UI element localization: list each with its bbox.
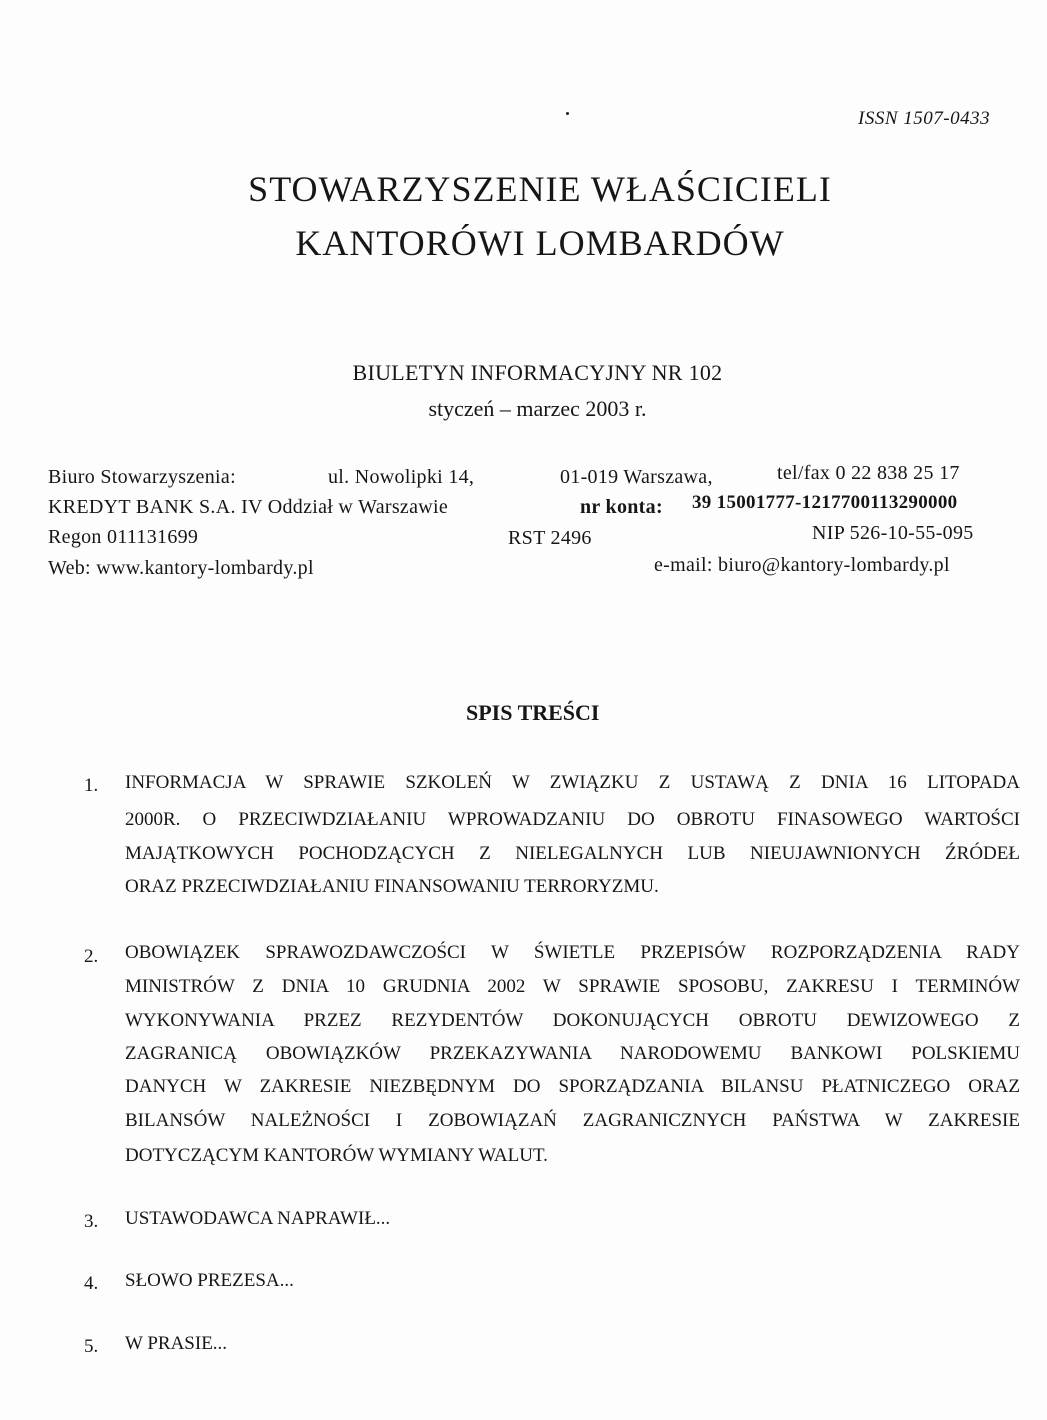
toc-item-4-number: 4. [84, 1273, 99, 1294]
email-address: e-mail: biuro@kantory-lombardy.pl [654, 554, 950, 576]
toc-item-1-line: ORAZ PRZECIWDZIAŁANIU FINANSOWANIU TERRORYZMU. [125, 876, 659, 897]
toc-item-5-number: 5. [84, 1336, 99, 1357]
toc-item-3-number: 3. [84, 1211, 99, 1232]
office-city: 01-019 Warszawa, [560, 466, 713, 488]
tel-fax: tel/fax 0 22 838 25 17 [777, 462, 960, 484]
account-label: nr konta: [580, 496, 663, 518]
toc-item-2-line: DOTYCZĄCYM KANTORÓW WYMIANY WALUT. [125, 1145, 548, 1166]
toc-item-2-line: OBOWIĄZEK SPRAWOZDAWCZOŚCI W ŚWIETLE PRZEPISÓW ROZPORZĄDZENIA RADY [125, 942, 1020, 963]
toc-item-1-number: 1. [84, 775, 99, 796]
bulletin-date: styczeń – marzec 2003 r. [428, 396, 647, 421]
rst-number: RST 2496 [508, 527, 592, 549]
toc-item-2-line: MINISTRÓW Z DNIA 10 GRUDNIA 2002 W SPRAWIE SPOSOBU, ZAKRESU I TERMINÓW [125, 976, 1020, 997]
office-label: Biuro Stowarzyszenia: [48, 466, 236, 488]
issn-number: ISSN 1507-0433 [858, 108, 991, 129]
organization-title-line2: KANTORÓWI LOMBARDÓW [295, 223, 785, 263]
office-street: ul. Nowolipki 14, [328, 466, 475, 488]
organization-title-line1: STOWARZYSZENIE WŁAŚCICIELI [248, 169, 832, 209]
scan-speck [566, 112, 569, 115]
toc-item-5-text: W PRASIE... [125, 1333, 228, 1354]
web-address: Web: www.kantory-lombardy.pl [48, 557, 314, 579]
toc-item-1-line: INFORMACJA W SPRAWIE SZKOLEŃ W ZWIĄZKU Z USTAWĄ Z DNIA 16 LITOPADA [125, 772, 1020, 793]
toc-item-1-line: 2000R. O PRZECIWDZIAŁANIU WPROWADZANIU DO OBROTU FINASOWEGO WARTOŚCI [125, 809, 1020, 830]
toc-item-2-number: 2. [84, 946, 99, 967]
toc-item-2-line: ZAGRANICĄ OBOWIĄZKÓW PRZEKAZYWANIA NARODOWEMU BANKOWI POLSKIEMU [125, 1043, 1020, 1064]
toc-item-3-text: USTAWODAWCA NAPRAWIŁ... [125, 1208, 391, 1229]
toc-item-1-line: MAJĄTKOWYCH POCHODZĄCYCH Z NIELEGALNYCH LUB NIEUJAWNIONYCH ŹRÓDEŁ [125, 843, 1020, 864]
toc-item-4-text: SŁOWO PREZESA... [125, 1270, 294, 1291]
account-number: 39 15001777-1217700113290000 [692, 492, 958, 513]
bulletin-title: BIULETYN INFORMACYJNY NR 102 [352, 360, 723, 385]
toc-item-2-line: WYKONYWANIA PRZEZ REZYDENTÓW DOKONUJĄCYCH OBROTU DEWIZOWEGO Z [125, 1010, 1020, 1031]
table-of-contents-title: SPIS TREŚCI [466, 700, 600, 725]
bank-name: KREDYT BANK S.A. IV Oddział w Warszawie [48, 496, 449, 518]
toc-item-2-line: BILANSÓW NALEŻNOŚCI I ZOBOWIĄZAŃ ZAGRANICZNYCH PAŃSTWA W ZAKRESIE [125, 1110, 1020, 1131]
nip-number: NIP 526-10-55-095 [812, 522, 974, 544]
toc-item-2-line: DANYCH W ZAKRESIE NIEZBĘDNYM DO SPORZĄDZANIA BILANSU PŁATNICZEGO ORAZ [125, 1076, 1020, 1097]
regon-number: Regon 011131699 [48, 526, 199, 548]
